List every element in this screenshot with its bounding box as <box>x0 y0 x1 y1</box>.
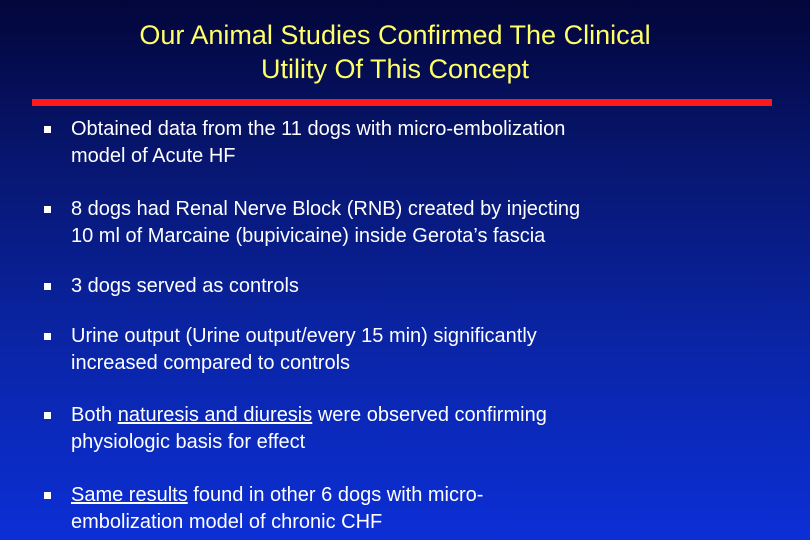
bullet-text <box>71 196 761 250</box>
bullet-line: 8 dogs had Renal Nerve Block (RNB) created by injecting <box>71 198 581 220</box>
bullet-line: embolization model of chronic CHF <box>71 511 383 533</box>
bullet-marker-icon <box>44 329 56 343</box>
bullet-text-segment: Both <box>71 404 118 426</box>
bullet-line: 10 ml of Marcaine (bupivicaine) inside Gerota’s fascia <box>71 225 546 247</box>
title-line-1: Our Animal Studies Confirmed The Clinical <box>139 20 651 50</box>
title-divider <box>32 99 772 106</box>
bullet-text <box>71 482 761 536</box>
bullet-text <box>71 273 761 300</box>
bullet-text-segment: were observed confirming <box>312 404 547 426</box>
bullet-line <box>71 482 761 509</box>
bullet-text <box>71 116 761 170</box>
bullet-line: Urine output (Urine output/every 15 min) significantly <box>71 325 537 347</box>
underlined-phrase: Same results <box>71 484 188 506</box>
bullet-marker-icon <box>44 488 56 502</box>
bullet-line: physiologic basis for effect <box>71 431 306 453</box>
bullet-marker-icon <box>44 279 56 293</box>
bullet-line: model of Acute HF <box>71 145 236 167</box>
bullet-marker-icon <box>44 202 56 216</box>
title-line-2: Utility Of This Concept <box>260 54 530 84</box>
bullet-text <box>71 402 761 456</box>
bullet-line <box>71 402 761 429</box>
underlined-phrase: naturesis and diuresis <box>117 404 313 426</box>
bullet-marker-icon <box>44 408 56 422</box>
bullet-marker-icon <box>44 122 56 136</box>
bullet-text-segment: found in other 6 dogs with micro- <box>187 484 484 506</box>
bullet-line: Obtained data from the 11 dogs with micro-embolization <box>71 118 566 140</box>
bullet-text <box>71 323 761 377</box>
slide-title <box>40 18 750 86</box>
bullet-line: 3 dogs served as controls <box>71 275 299 297</box>
bullet-line: increased compared to controls <box>71 352 351 374</box>
